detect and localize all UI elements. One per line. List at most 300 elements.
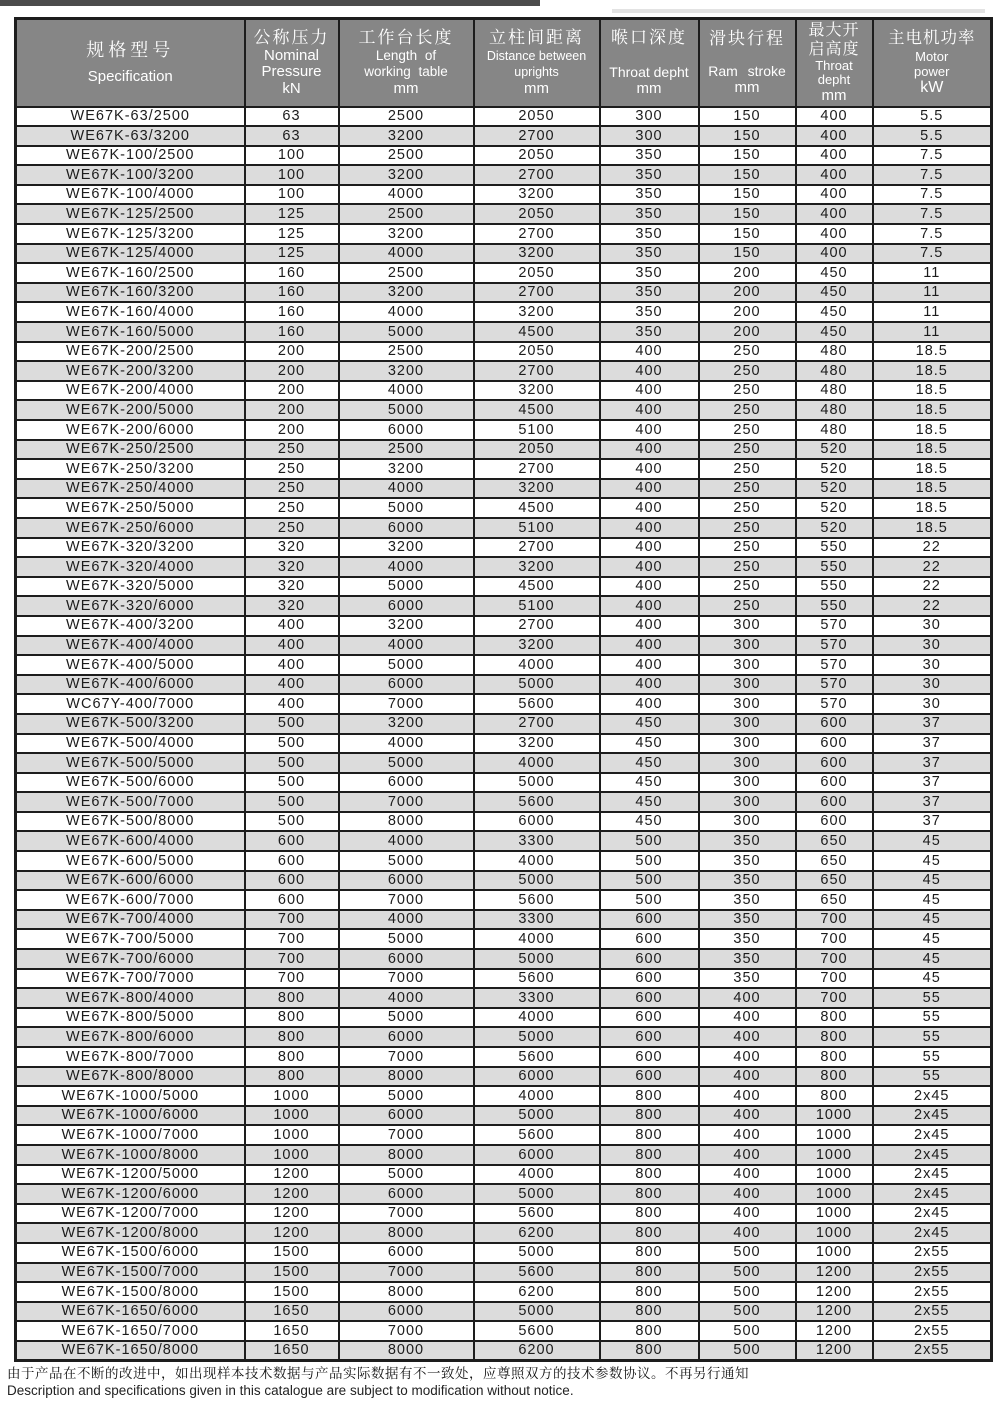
cell-ram-stroke: 350: [699, 890, 796, 910]
cell-nominal-pressure: 700: [245, 929, 339, 949]
cell-ram-stroke: 250: [699, 440, 796, 460]
cell-specification: WE67K-400/4000: [16, 636, 245, 656]
table-row: [16, 302, 992, 322]
cell-max-open-height: 570: [796, 675, 873, 695]
cell-specification: WE67K-160/4000: [16, 302, 245, 322]
cell-ram-stroke: 150: [699, 224, 796, 244]
cell-nominal-pressure: 200: [245, 381, 339, 401]
cell-ram-stroke: 250: [699, 459, 796, 479]
cell-ram-stroke: 500: [699, 1243, 796, 1263]
cell-motor-power: 2x45: [873, 1165, 992, 1185]
cell-throat-depth: 800: [600, 1243, 699, 1263]
cell-nominal-pressure: 800: [245, 1047, 339, 1067]
cell-motor-power: 45: [873, 871, 992, 891]
cell-nominal-pressure: 500: [245, 812, 339, 832]
header-unit: mm: [393, 80, 419, 98]
cell-motor-power: 11: [873, 283, 992, 303]
cell-throat-depth: 400: [600, 381, 699, 401]
cell-specification: WE67K-500/7000: [16, 792, 245, 812]
footer-note-zh: 由于产品在不断的改进中，如出现样本技术数据与产品实际数据有不一致处，应尊照双方的技术参数协议。不再另行通知: [7, 1366, 749, 1381]
cell-nominal-pressure: 1000: [245, 1145, 339, 1165]
spec-table: [14, 17, 993, 1362]
table-row: [16, 1067, 992, 1087]
cell-specification: WE67K-63/3200: [16, 126, 245, 146]
cell-max-open-height: 400: [796, 146, 873, 166]
cell-throat-depth: 350: [600, 322, 699, 342]
cell-specification: WE67K-1200/5000: [16, 1165, 245, 1185]
cell-motor-power: 45: [873, 969, 992, 989]
cell-uprights-distance: 5600: [474, 792, 600, 812]
cell-specification: WE67K-200/6000: [16, 420, 245, 440]
cell-uprights-distance: 2700: [474, 538, 600, 558]
header-en-line: Distance between: [486, 49, 587, 64]
cell-nominal-pressure: 1650: [245, 1341, 339, 1361]
cell-uprights-distance: 5600: [474, 694, 600, 714]
cell-max-open-height: 650: [796, 890, 873, 910]
cell-nominal-pressure: 800: [245, 988, 339, 1008]
cell-throat-depth: 600: [600, 929, 699, 949]
table-row: [16, 1223, 992, 1243]
cell-motor-power: 11: [873, 302, 992, 322]
table-row: [16, 1106, 992, 1126]
cell-motor-power: 18.5: [873, 498, 992, 518]
table-row: [16, 185, 992, 205]
cell-max-open-height: 520: [796, 479, 873, 499]
cell-max-open-height: 1000: [796, 1223, 873, 1243]
cell-throat-depth: 800: [600, 1204, 699, 1224]
table-row: [16, 283, 992, 303]
cell-nominal-pressure: 1650: [245, 1321, 339, 1341]
cell-throat-depth: 450: [600, 753, 699, 773]
cell-nominal-pressure: 600: [245, 851, 339, 871]
cell-ram-stroke: 250: [699, 498, 796, 518]
cell-ram-stroke: 500: [699, 1302, 796, 1322]
cell-max-open-height: 570: [796, 636, 873, 656]
cell-specification: WE67K-320/5000: [16, 577, 245, 597]
cell-max-open-height: 600: [796, 773, 873, 793]
table-row: [16, 361, 992, 381]
cell-motor-power: 55: [873, 1047, 992, 1067]
cell-working-table-length: 8000: [339, 1145, 474, 1165]
header-en-line: Ram stroke: [708, 63, 786, 80]
cell-specification: WE67K-500/6000: [16, 773, 245, 793]
cell-uprights-distance: 2700: [474, 714, 600, 734]
cell-motor-power: 2x55: [873, 1263, 992, 1283]
table-row: [16, 244, 992, 264]
cell-throat-depth: 400: [600, 498, 699, 518]
cell-max-open-height: 1000: [796, 1184, 873, 1204]
cell-max-open-height: 520: [796, 518, 873, 538]
cell-motor-power: 7.5: [873, 224, 992, 244]
cell-specification: WE67K-600/7000: [16, 890, 245, 910]
cell-motor-power: 22: [873, 538, 992, 558]
table-row: [16, 1341, 992, 1361]
cell-specification: WE67K-500/4000: [16, 734, 245, 754]
cell-uprights-distance: 2700: [474, 459, 600, 479]
cell-ram-stroke: 250: [699, 420, 796, 440]
cell-specification: WE67K-700/4000: [16, 910, 245, 930]
cell-ram-stroke: 300: [699, 655, 796, 675]
table-row: [16, 420, 992, 440]
cell-nominal-pressure: 1000: [245, 1086, 339, 1106]
cell-max-open-height: 600: [796, 714, 873, 734]
cell-working-table-length: 6000: [339, 1106, 474, 1126]
header-zh-line: 主电机功率: [888, 29, 976, 48]
cell-nominal-pressure: 700: [245, 949, 339, 969]
table-row: [16, 596, 992, 616]
cell-max-open-height: 650: [796, 851, 873, 871]
cell-working-table-length: 5000: [339, 1008, 474, 1028]
cell-nominal-pressure: 1650: [245, 1302, 339, 1322]
cell-uprights-distance: 5600: [474, 1263, 600, 1283]
cell-specification: WE67K-1000/8000: [16, 1145, 245, 1165]
cell-uprights-distance: 2700: [474, 224, 600, 244]
cell-throat-depth: 800: [600, 1106, 699, 1126]
cell-ram-stroke: 350: [699, 949, 796, 969]
cell-working-table-length: 6000: [339, 871, 474, 891]
cell-specification: WE67K-500/5000: [16, 753, 245, 773]
cell-throat-depth: 800: [600, 1145, 699, 1165]
cell-ram-stroke: 400: [699, 1184, 796, 1204]
cell-nominal-pressure: 700: [245, 910, 339, 930]
cell-ram-stroke: 300: [699, 773, 796, 793]
cell-uprights-distance: 5000: [474, 871, 600, 891]
cell-throat-depth: 350: [600, 204, 699, 224]
cell-specification: WE67K-250/5000: [16, 498, 245, 518]
scan-artifact-top-right: [612, 9, 985, 13]
cell-throat-depth: 600: [600, 988, 699, 1008]
cell-uprights-distance: 5100: [474, 596, 600, 616]
cell-throat-depth: 800: [600, 1184, 699, 1204]
cell-max-open-height: 480: [796, 420, 873, 440]
cell-specification: WC67Y-400/7000: [16, 694, 245, 714]
table-row: [16, 557, 992, 577]
cell-max-open-height: 450: [796, 283, 873, 303]
cell-uprights-distance: 3300: [474, 831, 600, 851]
cell-motor-power: 45: [873, 910, 992, 930]
cell-specification: WE67K-800/6000: [16, 1027, 245, 1047]
cell-max-open-height: 650: [796, 831, 873, 851]
header-unit: kW: [920, 79, 944, 97]
header-en-line: depht: [817, 71, 851, 87]
cell-nominal-pressure: 600: [245, 871, 339, 891]
cell-uprights-distance: 3300: [474, 988, 600, 1008]
cell-nominal-pressure: 500: [245, 714, 339, 734]
table-row: [16, 459, 992, 479]
cell-working-table-length: 6000: [339, 773, 474, 793]
cell-nominal-pressure: 63: [245, 126, 339, 146]
cell-specification: WE67K-500/8000: [16, 812, 245, 832]
cell-working-table-length: 2500: [339, 440, 474, 460]
cell-motor-power: 2x45: [873, 1086, 992, 1106]
cell-max-open-height: 800: [796, 1067, 873, 1087]
cell-working-table-length: 5000: [339, 655, 474, 675]
cell-motor-power: 2x55: [873, 1302, 992, 1322]
cell-working-table-length: 5000: [339, 577, 474, 597]
table-row: [16, 694, 992, 714]
cell-uprights-distance: 2050: [474, 263, 600, 283]
cell-specification: WE67K-1000/5000: [16, 1086, 245, 1106]
header-en-line: Nominal: [263, 47, 320, 65]
cell-ram-stroke: 200: [699, 302, 796, 322]
cell-max-open-height: 400: [796, 185, 873, 205]
cell-specification: WE67K-1200/7000: [16, 1204, 245, 1224]
table-row: [16, 851, 992, 871]
cell-specification: WE67K-200/3200: [16, 361, 245, 381]
cell-max-open-height: 1000: [796, 1204, 873, 1224]
cell-motor-power: 30: [873, 655, 992, 675]
cell-nominal-pressure: 320: [245, 596, 339, 616]
header-unit: kN: [282, 80, 301, 98]
cell-specification: WE67K-125/3200: [16, 224, 245, 244]
cell-ram-stroke: 150: [699, 146, 796, 166]
table-row: [16, 224, 992, 244]
cell-working-table-length: 3200: [339, 361, 474, 381]
cell-throat-depth: 350: [600, 302, 699, 322]
header-label-uprights-distance: [475, 27, 599, 98]
cell-uprights-distance: 3200: [474, 479, 600, 499]
table-row: [16, 616, 992, 636]
cell-uprights-distance: 2700: [474, 283, 600, 303]
cell-throat-depth: 800: [600, 1223, 699, 1243]
cell-specification: WE67K-800/4000: [16, 988, 245, 1008]
cell-motor-power: 45: [873, 831, 992, 851]
cell-uprights-distance: 5000: [474, 1302, 600, 1322]
cell-ram-stroke: 250: [699, 342, 796, 362]
cell-uprights-distance: 5000: [474, 1027, 600, 1047]
cell-max-open-height: 400: [796, 126, 873, 146]
cell-throat-depth: 450: [600, 714, 699, 734]
cell-motor-power: 55: [873, 988, 992, 1008]
cell-uprights-distance: 4000: [474, 1086, 600, 1106]
cell-throat-depth: 800: [600, 1125, 699, 1145]
cell-throat-depth: 500: [600, 871, 699, 891]
cell-motor-power: 2x55: [873, 1321, 992, 1341]
cell-max-open-height: 700: [796, 929, 873, 949]
table-row: [16, 910, 992, 930]
cell-ram-stroke: 500: [699, 1341, 796, 1361]
cell-specification: WE67K-160/3200: [16, 283, 245, 303]
cell-max-open-height: 450: [796, 322, 873, 342]
table-row: [16, 831, 992, 851]
table-row: [16, 753, 992, 773]
cell-motor-power: 11: [873, 322, 992, 342]
cell-throat-depth: 400: [600, 518, 699, 538]
cell-motor-power: 7.5: [873, 204, 992, 224]
cell-working-table-length: 6000: [339, 1302, 474, 1322]
cell-specification: WE67K-320/3200: [16, 538, 245, 558]
cell-nominal-pressure: 1000: [245, 1125, 339, 1145]
header-unit: mm: [821, 86, 847, 104]
cell-working-table-length: 5000: [339, 753, 474, 773]
cell-motor-power: 45: [873, 929, 992, 949]
header-en-line: Length of: [375, 48, 437, 64]
cell-nominal-pressure: 63: [245, 107, 339, 127]
cell-max-open-height: 550: [796, 538, 873, 558]
cell-throat-depth: 350: [600, 224, 699, 244]
cell-working-table-length: 5000: [339, 851, 474, 871]
table-row: [16, 577, 992, 597]
cell-nominal-pressure: 250: [245, 459, 339, 479]
cell-working-table-length: 3200: [339, 165, 474, 185]
cell-uprights-distance: 5000: [474, 1184, 600, 1204]
cell-motor-power: 22: [873, 577, 992, 597]
table-row: [16, 890, 992, 910]
cell-throat-depth: 500: [600, 831, 699, 851]
cell-ram-stroke: 200: [699, 263, 796, 283]
header-zh-line: 喉口深度: [611, 28, 687, 48]
cell-motor-power: 18.5: [873, 400, 992, 420]
table-row: [16, 1243, 992, 1263]
cell-specification: WE67K-160/2500: [16, 263, 245, 283]
cell-motor-power: 37: [873, 812, 992, 832]
cell-ram-stroke: 350: [699, 831, 796, 851]
table-row: [16, 538, 992, 558]
cell-working-table-length: 4000: [339, 557, 474, 577]
cell-max-open-height: 450: [796, 263, 873, 283]
cell-working-table-length: 3200: [339, 459, 474, 479]
cell-motor-power: 45: [873, 949, 992, 969]
cell-uprights-distance: 5000: [474, 675, 600, 695]
header-en-line: working table: [364, 64, 448, 80]
cell-ram-stroke: 400: [699, 1086, 796, 1106]
cell-max-open-height: 1200: [796, 1282, 873, 1302]
cell-uprights-distance: 4500: [474, 498, 600, 518]
cell-ram-stroke: 150: [699, 107, 796, 127]
cell-motor-power: 37: [873, 714, 992, 734]
table-row: [16, 969, 992, 989]
cell-ram-stroke: 300: [699, 734, 796, 754]
cell-working-table-length: 3200: [339, 283, 474, 303]
header-zh-line: 启高度: [808, 40, 860, 58]
cell-throat-depth: 600: [600, 969, 699, 989]
cell-working-table-length: 2500: [339, 263, 474, 283]
cell-ram-stroke: 150: [699, 165, 796, 185]
cell-ram-stroke: 400: [699, 1125, 796, 1145]
cell-uprights-distance: 2050: [474, 107, 600, 127]
header-label-nominal-pressure: [246, 27, 338, 98]
cell-nominal-pressure: 100: [245, 165, 339, 185]
cell-working-table-length: 5000: [339, 1086, 474, 1106]
cell-max-open-height: 400: [796, 244, 873, 264]
cell-ram-stroke: 350: [699, 910, 796, 930]
cell-max-open-height: 700: [796, 949, 873, 969]
cell-nominal-pressure: 250: [245, 440, 339, 460]
table-row: [16, 518, 992, 538]
cell-working-table-length: 4000: [339, 244, 474, 264]
table-row: [16, 988, 992, 1008]
cell-uprights-distance: 4000: [474, 655, 600, 675]
table-row: [16, 792, 992, 812]
cell-throat-depth: 300: [600, 107, 699, 127]
cell-motor-power: 22: [873, 596, 992, 616]
cell-max-open-height: 1000: [796, 1145, 873, 1165]
cell-uprights-distance: 3200: [474, 381, 600, 401]
cell-nominal-pressure: 100: [245, 146, 339, 166]
cell-uprights-distance: 2050: [474, 342, 600, 362]
cell-motor-power: 30: [873, 636, 992, 656]
cell-nominal-pressure: 400: [245, 616, 339, 636]
cell-specification: WE67K-1000/6000: [16, 1106, 245, 1126]
cell-throat-depth: 400: [600, 538, 699, 558]
header-en-line: Specification: [87, 68, 173, 86]
cell-nominal-pressure: 500: [245, 734, 339, 754]
cell-nominal-pressure: 400: [245, 694, 339, 714]
cell-max-open-height: 600: [796, 792, 873, 812]
header-cell-working-table-length: [339, 19, 474, 107]
cell-motor-power: 7.5: [873, 185, 992, 205]
cell-max-open-height: 480: [796, 381, 873, 401]
cell-specification: WE67K-400/3200: [16, 616, 245, 636]
cell-motor-power: 2x45: [873, 1125, 992, 1145]
cell-working-table-length: 2500: [339, 107, 474, 127]
cell-uprights-distance: 2050: [474, 146, 600, 166]
header-en-line: Motor: [915, 49, 949, 65]
cell-ram-stroke: 400: [699, 988, 796, 1008]
cell-max-open-height: 800: [796, 1027, 873, 1047]
cell-specification: WE67K-800/8000: [16, 1067, 245, 1087]
cell-working-table-length: 4000: [339, 831, 474, 851]
cell-motor-power: 2x45: [873, 1223, 992, 1243]
cell-max-open-height: 1000: [796, 1106, 873, 1126]
header-en-line: Throat depht: [609, 64, 689, 81]
cell-uprights-distance: 2050: [474, 204, 600, 224]
cell-max-open-height: 600: [796, 812, 873, 832]
cell-specification: WE67K-600/5000: [16, 851, 245, 871]
cell-working-table-length: 4000: [339, 734, 474, 754]
cell-motor-power: 30: [873, 675, 992, 695]
cell-ram-stroke: 300: [699, 675, 796, 695]
cell-ram-stroke: 400: [699, 1223, 796, 1243]
cell-ram-stroke: 400: [699, 1106, 796, 1126]
cell-motor-power: 55: [873, 1027, 992, 1047]
cell-motor-power: 2x55: [873, 1341, 992, 1361]
scan-artifact-top-left: [0, 0, 540, 6]
cell-throat-depth: 450: [600, 773, 699, 793]
header-label-motor-power: [874, 28, 991, 97]
table-row: [16, 1165, 992, 1185]
cell-specification: WE67K-200/4000: [16, 381, 245, 401]
cell-specification: WE67K-1500/6000: [16, 1243, 245, 1263]
cell-ram-stroke: 500: [699, 1282, 796, 1302]
cell-throat-depth: 800: [600, 1165, 699, 1185]
cell-working-table-length: 6000: [339, 1027, 474, 1047]
footer-disclaimer: [7, 1365, 992, 1399]
cell-specification: WE67K-320/6000: [16, 596, 245, 616]
cell-max-open-height: 480: [796, 400, 873, 420]
cell-working-table-length: 8000: [339, 812, 474, 832]
cell-working-table-length: 5000: [339, 1165, 474, 1185]
cell-nominal-pressure: 1000: [245, 1106, 339, 1126]
cell-working-table-length: 7000: [339, 1125, 474, 1145]
cell-uprights-distance: 3200: [474, 636, 600, 656]
cell-motor-power: 18.5: [873, 361, 992, 381]
cell-motor-power: 2x55: [873, 1282, 992, 1302]
cell-max-open-height: 700: [796, 910, 873, 930]
table-row: [16, 440, 992, 460]
table-row: [16, 675, 992, 695]
cell-nominal-pressure: 125: [245, 204, 339, 224]
cell-specification: WE67K-1650/7000: [16, 1321, 245, 1341]
cell-nominal-pressure: 200: [245, 361, 339, 381]
header-zh-line: 滑块行程: [709, 29, 785, 49]
cell-working-table-length: 2500: [339, 342, 474, 362]
cell-throat-depth: 600: [600, 1027, 699, 1047]
cell-working-table-length: 6000: [339, 518, 474, 538]
cell-working-table-length: 3200: [339, 714, 474, 734]
cell-throat-depth: 450: [600, 792, 699, 812]
cell-ram-stroke: 250: [699, 538, 796, 558]
